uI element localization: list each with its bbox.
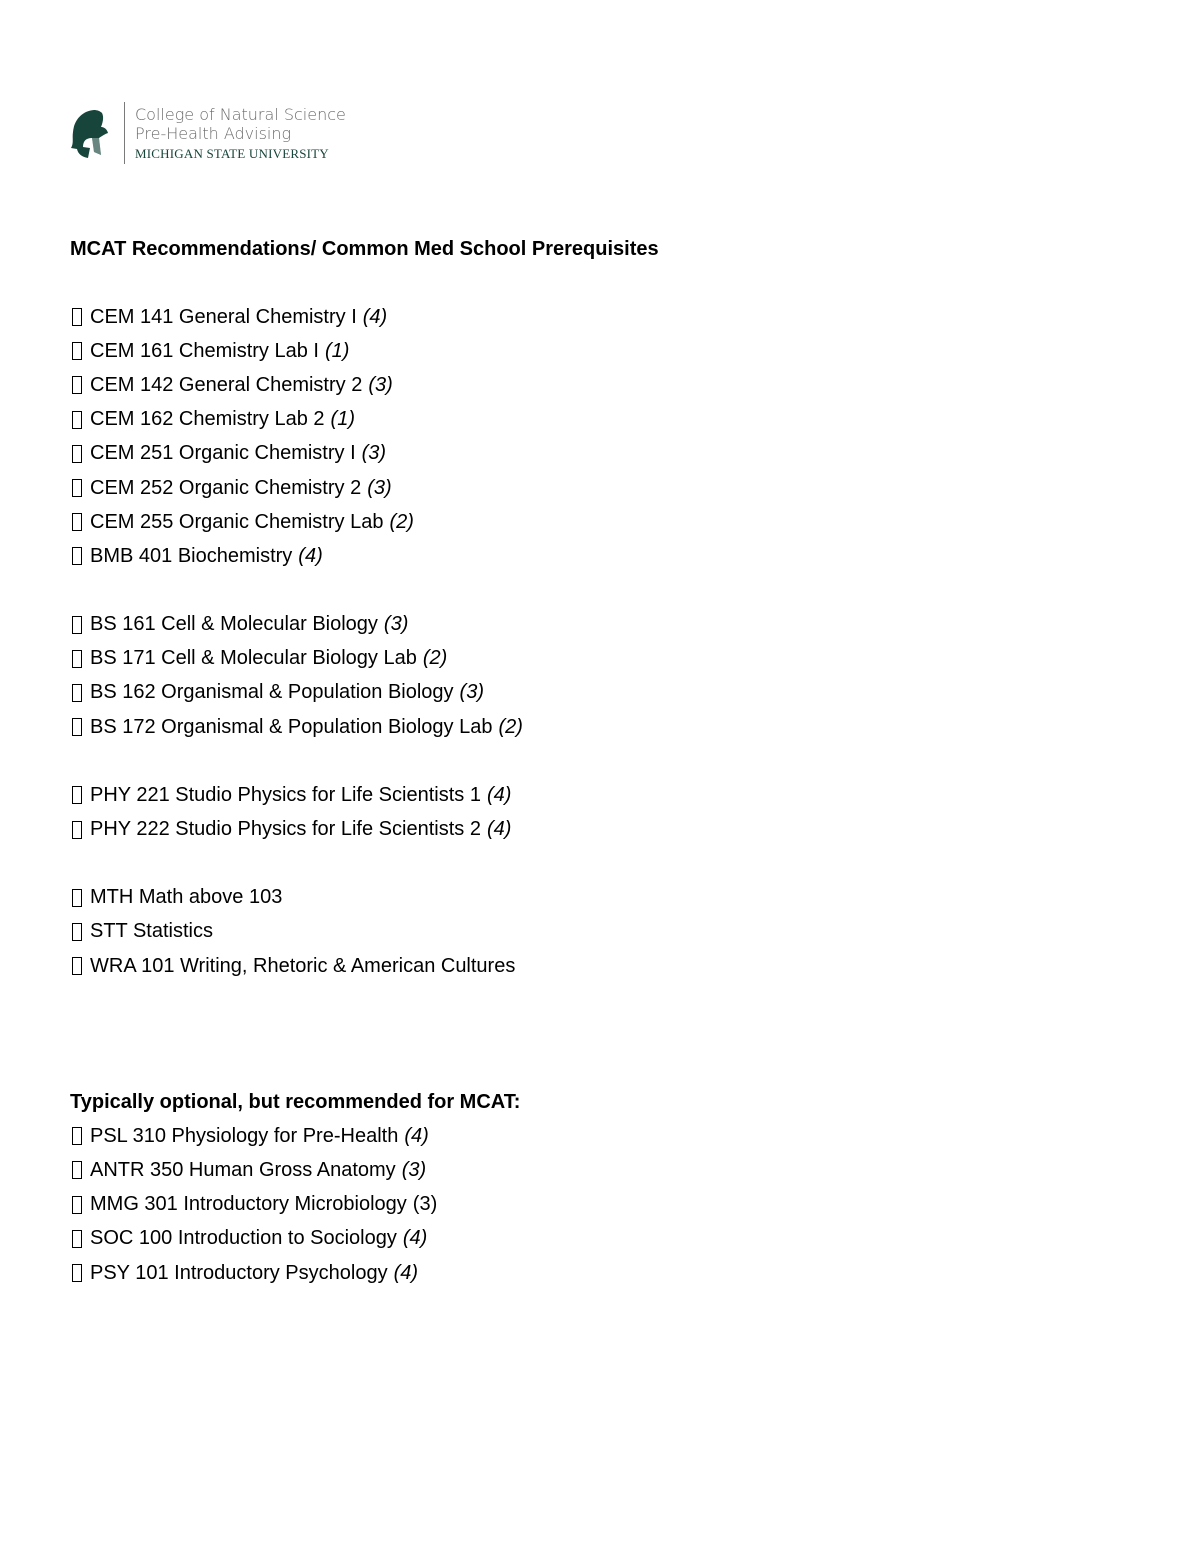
biology-group (70, 608, 970, 745)
course-credits: (1) (330, 408, 355, 431)
course-item (70, 300, 970, 334)
course-item (70, 608, 970, 642)
course-name: BS 171 Cell & Molecular Biology Lab (90, 647, 417, 670)
course-item (70, 778, 970, 812)
course-credits: (4) (486, 818, 512, 841)
course-item (70, 1153, 970, 1187)
checkbox-icon (72, 889, 82, 907)
course-name: SOC 100 Introduction to Sociology (90, 1227, 397, 1250)
course-name: BS 161 Cell & Molecular Biology (90, 613, 378, 636)
course-name: ANTR 350 Human Gross Anatomy (90, 1158, 396, 1181)
course-name: BMB 401 Biochemistry (90, 544, 293, 567)
college-name: College of Natural Science (135, 105, 346, 124)
checkbox-icon (72, 411, 82, 429)
course-credits: (3) (401, 1158, 427, 1181)
course-name: MTH Math above 103 (90, 886, 283, 909)
checkbox-icon (72, 923, 82, 941)
course-credits: (3) (412, 1193, 438, 1216)
checkbox-icon (72, 479, 82, 497)
course-name: BS 172 Organismal & Population Biology Lab (90, 715, 493, 738)
course-item (70, 949, 970, 983)
course-item (70, 1222, 970, 1256)
checkbox-icon (72, 1196, 82, 1214)
checkbox-icon (72, 1264, 82, 1282)
course-credits: (3) (383, 613, 409, 636)
checkbox-icon (72, 445, 82, 463)
course-name: CEM 251 Organic Chemistry I (90, 442, 356, 465)
course-item (70, 710, 970, 744)
checkbox-icon (72, 342, 82, 360)
course-item (70, 505, 970, 539)
course-credits: (2) (498, 715, 523, 738)
unit-wordmark (135, 102, 346, 164)
course-item (70, 1256, 970, 1290)
course-name: PHY 222 Studio Physics for Life Scientists 2 (90, 818, 481, 841)
checkbox-icon (72, 1230, 82, 1248)
checkbox-icon (72, 957, 82, 975)
checkbox-icon (72, 718, 82, 736)
optional-group (70, 1119, 970, 1290)
checkbox-icon (72, 650, 82, 668)
header-divider (124, 102, 125, 164)
course-item (70, 676, 970, 710)
office-name: Pre-Health Advising (135, 124, 292, 143)
physics-group (70, 778, 970, 846)
course-item (70, 437, 970, 471)
course-item (70, 471, 970, 505)
course-credits: (2) (389, 510, 414, 533)
course-name: BS 162 Organismal & Population Biology (90, 681, 454, 704)
course-name: WRA 101 Writing, Rhetoric & American Cultures (90, 954, 516, 977)
course-name: CEM 162 Chemistry Lab 2 (90, 408, 325, 431)
course-item (70, 642, 970, 676)
course-credits: (3) (368, 373, 393, 396)
course-name: PSL 310 Physiology for Pre-Health (90, 1124, 399, 1147)
checkbox-icon (72, 684, 82, 702)
course-name: CEM 255 Organic Chemistry Lab (90, 510, 384, 533)
course-item (70, 368, 970, 402)
course-credits: (4) (393, 1261, 419, 1284)
course-credits: (3) (367, 476, 392, 499)
checkbox-icon (72, 1161, 82, 1179)
checkbox-icon (72, 1127, 82, 1145)
course-credits: (4) (404, 1124, 429, 1147)
course-item (70, 1119, 970, 1153)
page-title: MCAT Recommendations/ Common Med School Prerequisites (70, 238, 659, 260)
course-item (70, 881, 970, 915)
course-credits: (2) (422, 647, 448, 670)
course-credits: (3) (459, 681, 484, 704)
checkbox-icon (72, 513, 82, 531)
course-name: CEM 142 General Chemistry 2 (90, 373, 363, 396)
university-name: MICHIGAN STATE UNIVERSITY (135, 146, 329, 161)
course-name: CEM 252 Organic Chemistry 2 (90, 476, 362, 499)
course-credits: (3) (361, 442, 387, 465)
chemistry-group (70, 300, 970, 574)
checkbox-icon (72, 308, 82, 326)
course-item (70, 915, 970, 949)
checkbox-icon (72, 821, 82, 839)
course-credits: (4) (298, 544, 323, 567)
course-item (70, 403, 970, 437)
course-item (70, 1188, 970, 1222)
general-education-group (70, 881, 970, 984)
course-item (70, 539, 970, 573)
checkbox-icon (72, 376, 82, 394)
course-item (70, 812, 970, 846)
page-header (68, 102, 346, 164)
course-name: CEM 161 Chemistry Lab I (90, 339, 319, 362)
course-credits: (4) (402, 1227, 428, 1250)
checkbox-icon (72, 547, 82, 565)
optional-heading: Typically optional, but recommended for MCAT: (70, 1091, 521, 1114)
course-name: MMG 301 Introductory Microbiology (90, 1193, 407, 1216)
course-item (70, 334, 970, 368)
checkbox-icon (72, 786, 82, 804)
course-credits: (1) (324, 339, 350, 362)
course-name: STT Statistics (90, 920, 213, 943)
spartan-helmet-icon (68, 108, 112, 160)
course-name: PHY 221 Studio Physics for Life Scientists 1 (90, 783, 481, 806)
checkbox-icon (72, 616, 82, 634)
course-name: PSY 101 Introductory Psychology (90, 1261, 388, 1284)
course-name: CEM 141 General Chemistry I (90, 305, 357, 328)
document-body (70, 232, 970, 1324)
course-credits: (4) (362, 305, 388, 328)
course-credits: (4) (486, 783, 512, 806)
